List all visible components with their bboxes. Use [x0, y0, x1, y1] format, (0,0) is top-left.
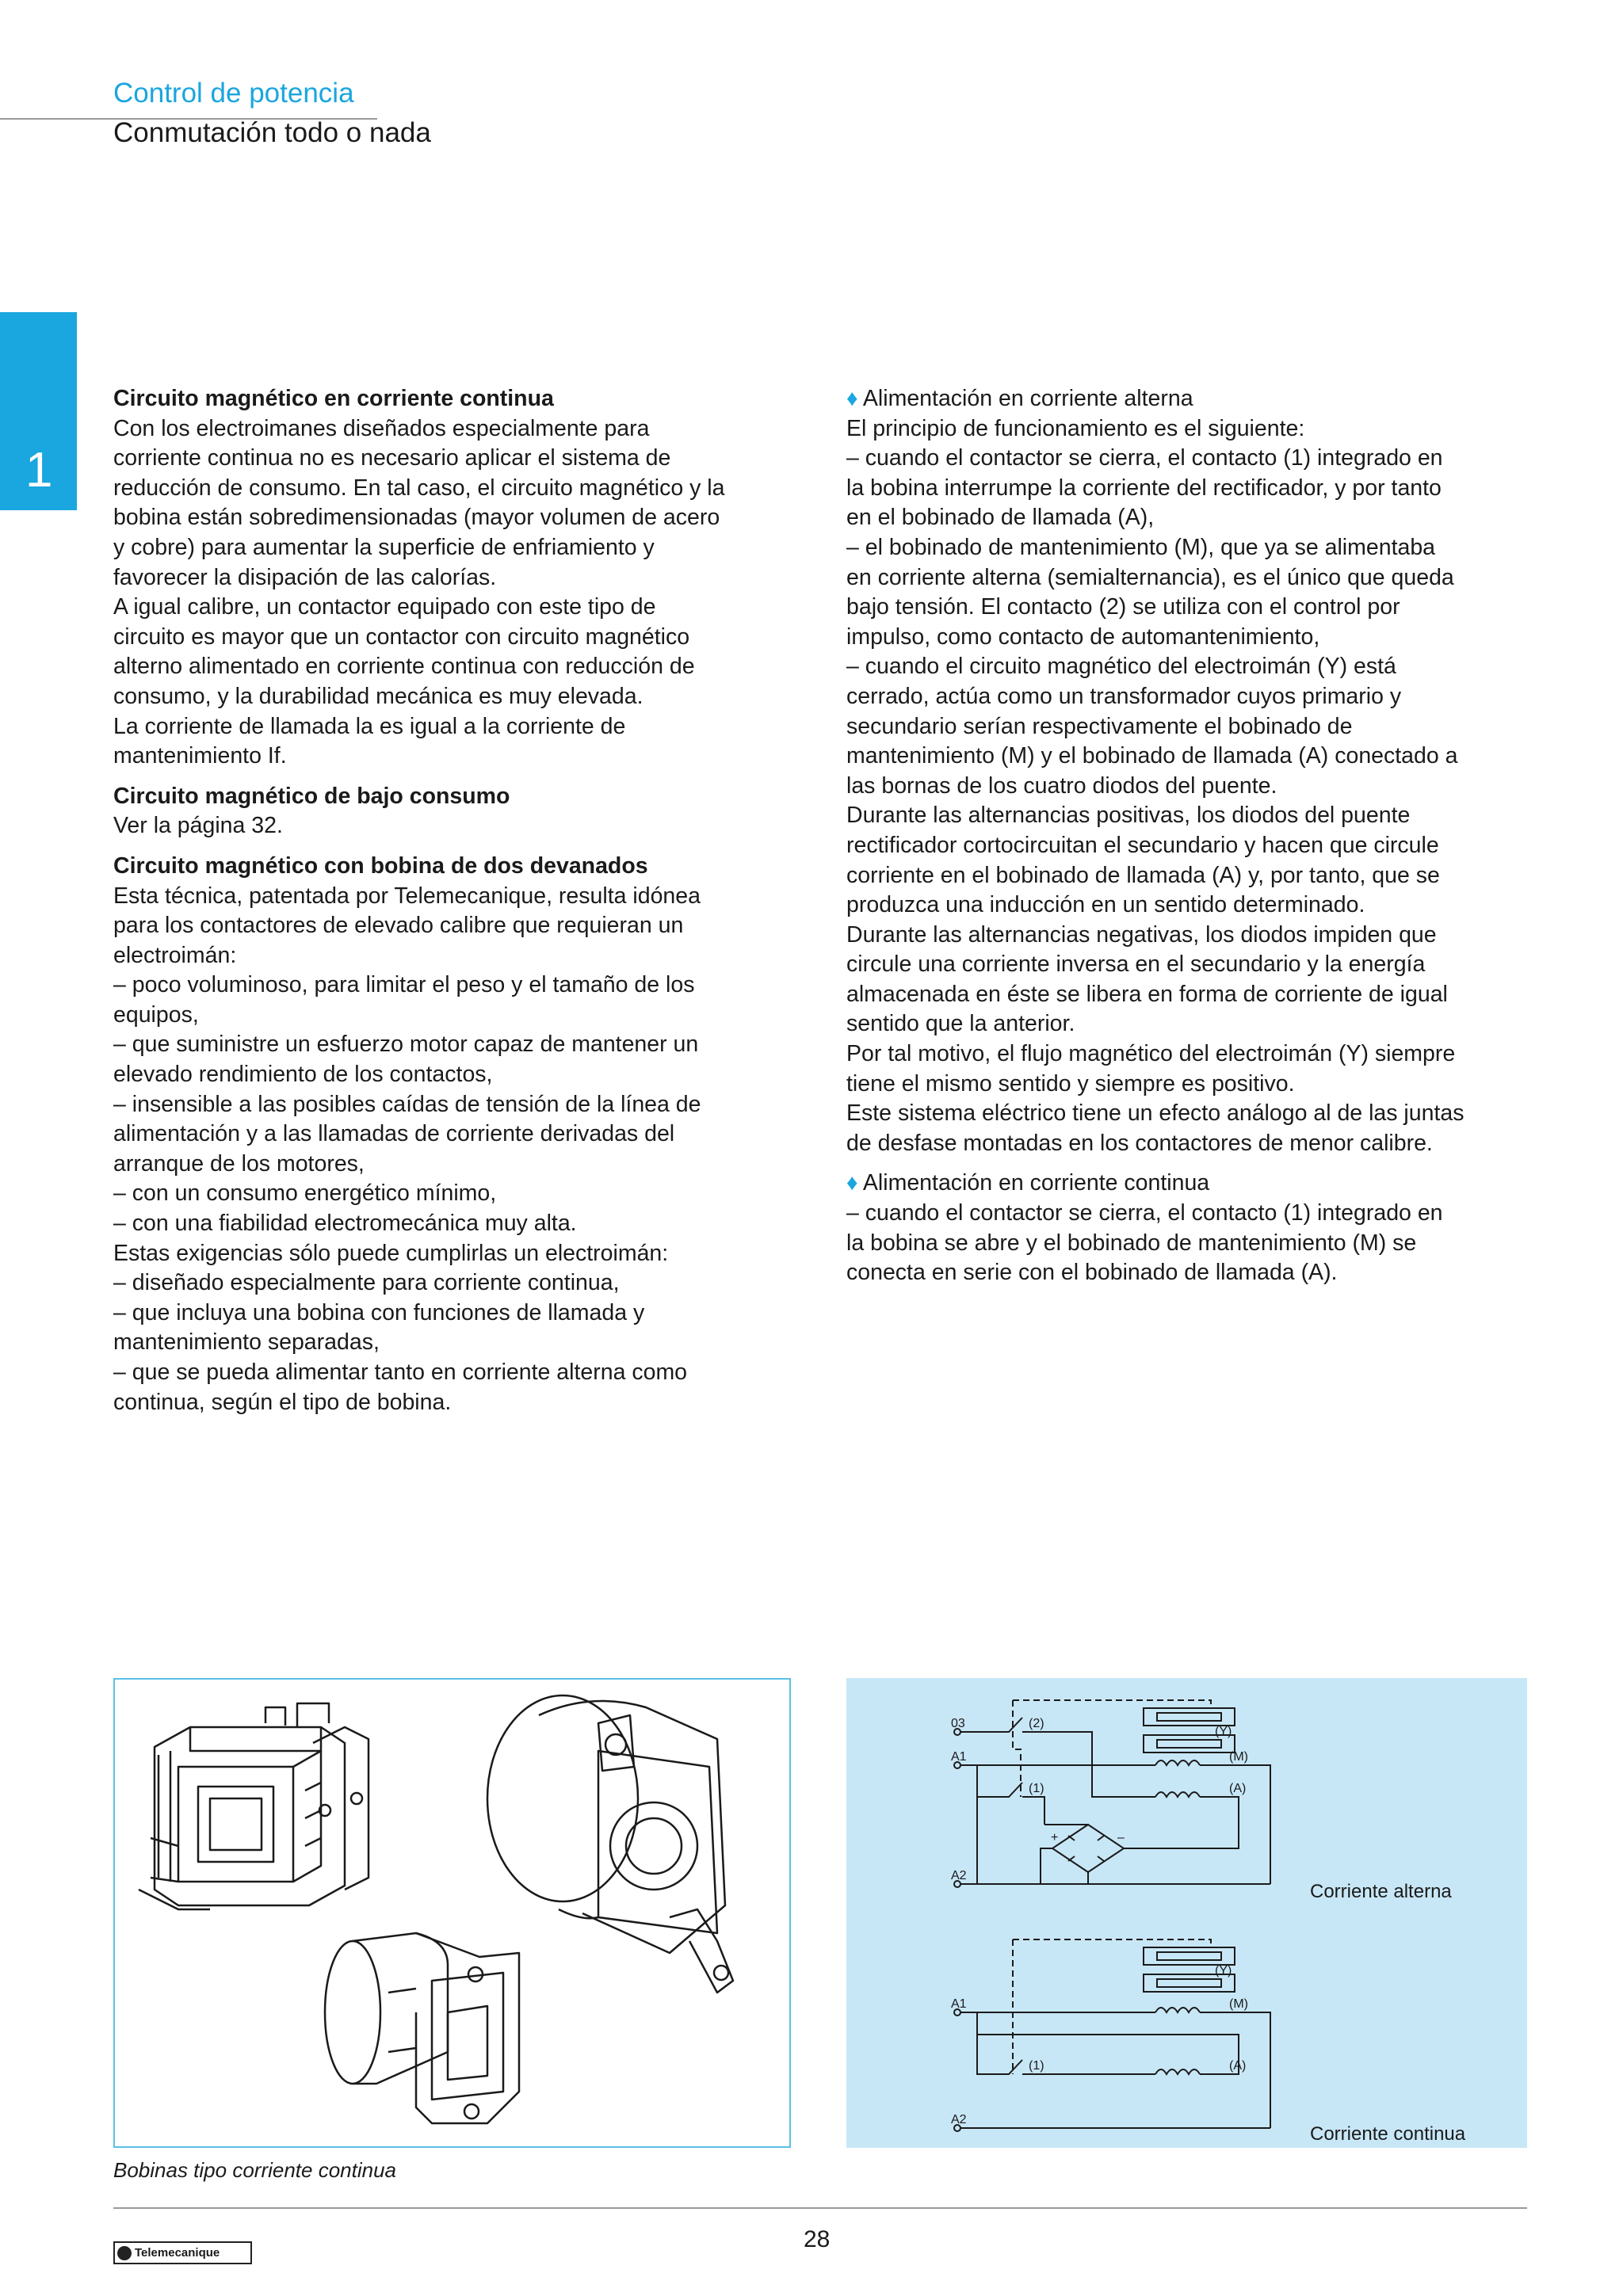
- text-line: La corriente de llamada la es igual a la corriente de: [113, 713, 626, 739]
- diamond-bullet-icon: ♦: [846, 1170, 858, 1196]
- text-line: – cuando el contactor se cierra, el contacto (1) integrado en: [846, 445, 1443, 471]
- ac-label-Y: (Y): [1215, 1725, 1232, 1738]
- text-line: circuito es mayor que un contactor con circuito magnético: [113, 624, 690, 650]
- figure-caption: Bobinas tipo corriente continua: [113, 2158, 397, 2182]
- dc-label-contact-1: (1): [1029, 2059, 1044, 2073]
- text-line: continua, según el tipo de bobina.: [113, 1389, 452, 1415]
- text-line: mantenimiento If.: [113, 743, 287, 769]
- right-text-column: [846, 384, 1528, 1288]
- text-line: arranque de los motores,: [113, 1150, 365, 1177]
- coil-2-drawing: [487, 1695, 733, 1993]
- ac-label-contact-2: (2): [1029, 1717, 1044, 1730]
- text-line: – poco voluminoso, para limitar el peso y el tamaño de los: [113, 972, 695, 998]
- text-line: Este sistema eléctrico tiene un efecto análogo al de las juntas: [846, 1100, 1465, 1127]
- text-line: tiene el mismo sentido y siempre es positivo.: [846, 1070, 1295, 1097]
- text-line: – el bobinado de mantenimiento (M), que ya se alimentaba: [846, 534, 1436, 560]
- logo-mark-icon: [117, 2246, 132, 2260]
- text-line: El principio de funcionamiento es el siguiente:: [846, 415, 1305, 441]
- coil-3-drawing: [325, 1933, 519, 2123]
- ac-label-03: 03: [951, 1717, 965, 1730]
- text-line: para los contactores de elevado calibre que requieran un: [113, 913, 684, 939]
- text-line: corriente continua no es necesario aplicar el sistema de: [113, 445, 671, 471]
- text-line: Por tal motivo, el flujo magnético del electroimán (Y) siempre: [846, 1041, 1456, 1067]
- text-line: consumo, y la durabilidad mecánica es muy elevada.: [113, 683, 643, 709]
- text-line: Esta técnica, patentada por Telemecanique, resulta idónea: [113, 883, 701, 909]
- section-heading: Circuito magnético de bajo consumo: [113, 783, 510, 809]
- text-line: Ver la página 32.: [113, 813, 283, 839]
- coils-illustration: [113, 1678, 791, 2148]
- text-line: – que se pueda alimentar tanto en corriente alterna como: [113, 1360, 688, 1385]
- logo-text: Telemecanique: [135, 2246, 220, 2260]
- text-line: bajo tensión. El contacto (2) se utiliza con el control por: [846, 594, 1400, 620]
- left-text-column: [113, 384, 795, 1417]
- text-line: alimentación y a las llamadas de corriente derivadas del: [113, 1121, 675, 1147]
- coil-1-drawing: [139, 1703, 369, 1909]
- text-line: electroimán:: [113, 942, 237, 968]
- section-heading: Circuito magnético con bobina de dos devanados: [113, 852, 648, 879]
- ac-label-A2: A2: [951, 1869, 967, 1882]
- text-line: – que incluya una bobina con funciones de llamada y: [113, 1299, 645, 1325]
- text-line: A igual calibre, un contactor equipado con este tipo de: [113, 594, 656, 620]
- chapter-tab: [0, 312, 77, 510]
- section-title: Control de potencia: [113, 78, 354, 109]
- text-line: corriente en el bobinado de llamada (A) y, por tanto, que se: [846, 862, 1440, 888]
- text-line: reducción de consumo. En tal caso, el circuito magnético y la: [113, 475, 725, 501]
- text-line: rectificador cortocircuitan el secundario y hacen que circule: [846, 832, 1439, 858]
- ac-caption: Corriente alterna: [1310, 1881, 1452, 1902]
- text-line: almacenada en éste se libera en forma de corriente de igual: [846, 981, 1448, 1007]
- ac-label-plus: +: [1051, 1831, 1059, 1844]
- text-line: bobina están sobredimensionadas (mayor volumen de acero: [113, 505, 720, 531]
- ac-label-A: (A): [1229, 1782, 1247, 1795]
- text-line: – que suministre un esfuerzo motor capaz de mantener un: [113, 1032, 699, 1058]
- chapter-number: 1: [25, 443, 53, 498]
- dc-label-M: (M): [1229, 1997, 1248, 2011]
- text-line: Durante las alternancias positivas, los diodos del puente: [846, 803, 1411, 829]
- text-line: – cuando el contactor se cierra, el contacto (1) integrado en: [846, 1200, 1443, 1226]
- text-line: – con un consumo energético mínimo,: [113, 1180, 497, 1207]
- bullet-heading: ♦ Alimentación en corriente continua: [846, 1170, 1210, 1196]
- ac-label-M: (M): [1229, 1750, 1248, 1764]
- wiring-diagram-panel: [846, 1678, 1527, 2148]
- text-line: Durante las alternancias negativas, los diodos impiden que: [846, 921, 1437, 948]
- diamond-bullet-icon: ♦: [846, 386, 858, 411]
- dc-caption: Corriente continua: [1310, 2123, 1466, 2145]
- dc-label-Y: (Y): [1215, 1964, 1232, 1978]
- text-line: en corriente alterna (semialternancia), es el único que queda: [846, 564, 1454, 590]
- text-line: alterno alimentado en corriente continua con reducción de: [113, 654, 695, 680]
- text-line: circule una corriente inversa en el secundario y la energía: [846, 952, 1426, 978]
- text-line: favorecer la disipación de las calorías.: [113, 564, 497, 590]
- section-heading: Circuito magnético en corriente continua: [113, 386, 554, 411]
- text-line: la bobina se abre y el bobinado de mantenimiento (M) se: [846, 1230, 1417, 1256]
- text-line: mantenimiento (M) y el bobinado de llamada (A) conectado a: [846, 743, 1458, 769]
- text-line: – cuando el circuito magnético del electroimán (Y) está: [846, 654, 1396, 680]
- text-line: las bornas de los cuatro diodos del puente.: [846, 772, 1277, 799]
- bullet-heading: ♦ Alimentación en corriente alterna: [846, 386, 1193, 411]
- wiring-diagram: [846, 1678, 1527, 2148]
- text-line: la bobina interrumpe la corriente del rectificador, y por tanto: [846, 475, 1442, 501]
- ac-label-contact-1: (1): [1029, 1782, 1044, 1795]
- text-line: equipos,: [113, 1001, 199, 1028]
- text-line: mantenimiento separadas,: [113, 1329, 380, 1356]
- text-line: elevado rendimiento de los contactos,: [113, 1062, 493, 1088]
- text-line: impulso, como contacto de automantenimiento,: [846, 624, 1320, 650]
- text-line: y cobre) para aumentar la superficie de enfriamiento y: [113, 534, 655, 560]
- text-line: sentido que la anterior.: [846, 1011, 1075, 1037]
- dc-label-A1: A1: [951, 1997, 967, 2011]
- dc-label-A: (A): [1229, 2059, 1247, 2073]
- text-line: – con una fiabilidad electromecánica muy alta.: [113, 1211, 577, 1237]
- ac-label-minus: –: [1117, 1831, 1125, 1844]
- subsection-title: Conmutación todo o nada: [113, 117, 431, 148]
- text-line: conecta en serie con el bobinado de llamada (A).: [846, 1260, 1338, 1286]
- dc-label-A2: A2: [951, 2113, 967, 2126]
- text-line: en el bobinado de llamada (A),: [846, 505, 1155, 531]
- text-line: Estas exigencias sólo puede cumplirlas un electroimán:: [113, 1240, 669, 1266]
- text-line: – diseñado especialmente para corriente continua,: [113, 1270, 620, 1296]
- text-line: secundario serían respectivamente el bobinado de: [846, 713, 1353, 739]
- text-line: Con los electroimanes diseñados especialmente para: [113, 415, 650, 441]
- text-line: de desfase montadas en los contactores de menor calibre.: [846, 1130, 1433, 1156]
- text-line: cerrado, actúa como un transformador cuyos primario y: [846, 683, 1402, 709]
- text-line: produzca una inducción en un sentido determinado.: [846, 892, 1365, 918]
- footer-rule: [113, 2207, 1527, 2209]
- text-line: – insensible a las posibles caídas de tensión de la línea de: [113, 1091, 701, 1117]
- page-number: 28: [804, 2226, 831, 2252]
- coils-drawing: [115, 1680, 789, 2146]
- ac-label-A1: A1: [951, 1750, 967, 1764]
- telemecanique-logo: [113, 2241, 252, 2264]
